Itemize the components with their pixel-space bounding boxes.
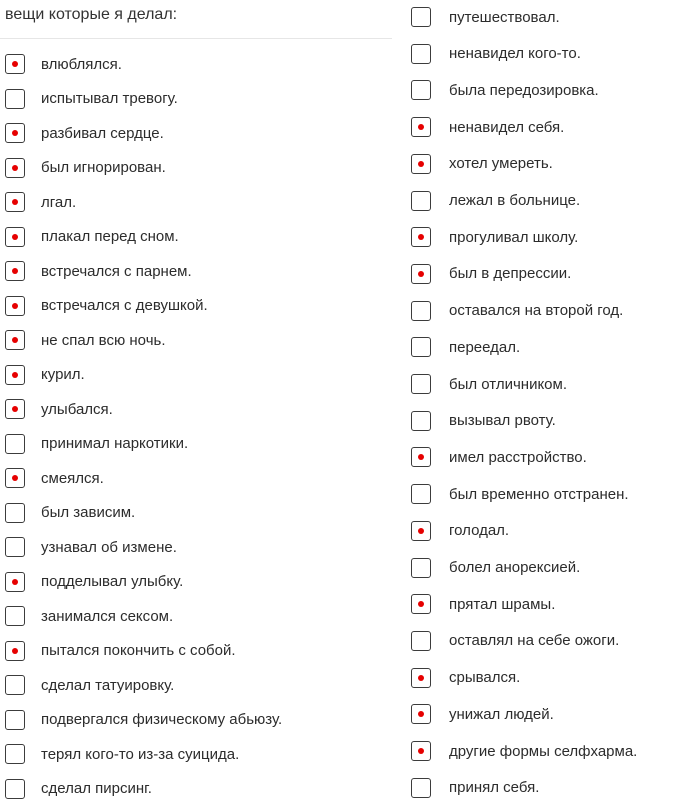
checklist-item[interactable]	[404, 479, 629, 509]
checklist-item[interactable]	[0, 291, 208, 321]
checklist-item-label: прятал шрамы.	[449, 595, 556, 613]
checklist-item[interactable]	[0, 84, 178, 114]
checklist-item-label: переедал.	[449, 338, 521, 356]
checked-checkbox[interactable]	[411, 521, 431, 541]
checked-checkbox[interactable]	[411, 594, 431, 614]
checklist-item[interactable]	[404, 663, 520, 693]
checklist-item[interactable]	[404, 369, 567, 399]
unchecked-checkbox[interactable]	[411, 7, 431, 27]
unchecked-checkbox[interactable]	[411, 631, 431, 651]
checklist-item-label: терял кого-то из-за суицида.	[41, 745, 240, 763]
checklist-item[interactable]	[0, 601, 173, 631]
checklist-item-label: лежал в больнице.	[449, 192, 581, 209]
unchecked-checkbox[interactable]	[411, 558, 431, 578]
checklist-item[interactable]	[0, 187, 76, 217]
checklist-item[interactable]	[404, 39, 581, 69]
unchecked-checkbox[interactable]	[411, 191, 431, 211]
checklist-item-label: улыбался.	[41, 400, 113, 418]
checked-checkbox[interactable]	[411, 117, 431, 137]
title-divider	[0, 38, 392, 39]
checked-checkbox[interactable]	[5, 296, 25, 316]
unchecked-checkbox[interactable]	[5, 434, 25, 454]
checklist-item-label: подвергался физическому абьюзу.	[41, 711, 283, 728]
unchecked-checkbox[interactable]	[5, 744, 25, 764]
checklist-item[interactable]	[404, 332, 520, 362]
checklist-item-label: занимался сексом.	[41, 607, 174, 625]
checklist-item[interactable]	[0, 360, 85, 390]
checklist-item-label: встречался с девушкой.	[41, 297, 208, 314]
checklist-item-label: узнавал об измене.	[41, 538, 177, 556]
checklist-item[interactable]	[404, 112, 564, 142]
checklist-item-label: унижал людей.	[449, 705, 554, 723]
checklist-item-label: подделывал улыбку.	[41, 573, 184, 590]
checked-checkbox[interactable]	[411, 668, 431, 688]
checked-checkbox[interactable]	[5, 365, 25, 385]
checklist-item[interactable]	[404, 296, 623, 326]
checklist-item[interactable]	[404, 553, 580, 583]
checklist-item-label: хотел умереть.	[449, 155, 553, 173]
checklist-item-label: был отличником.	[449, 375, 568, 393]
checklist-item-label: был игнорирован.	[41, 159, 166, 176]
checked-checkbox[interactable]	[5, 123, 25, 143]
checklist-item-label: была передозировка.	[449, 81, 599, 99]
checklist-item-label: смеялся.	[41, 469, 104, 487]
checklist-item-label: пытался покончить с собой.	[41, 642, 236, 659]
checklist-item-label: другие формы селфхарма.	[449, 742, 638, 760]
checklist-item[interactable]	[404, 75, 599, 105]
unchecked-checkbox[interactable]	[411, 44, 431, 64]
checklist-item[interactable]	[0, 256, 192, 286]
checked-checkbox[interactable]	[411, 154, 431, 174]
unchecked-checkbox[interactable]	[5, 89, 25, 109]
checklist-item-label: лгал.	[41, 193, 77, 211]
checked-checkbox[interactable]	[5, 261, 25, 281]
checklist-item-label: был зависим.	[41, 504, 136, 521]
unchecked-checkbox[interactable]	[411, 411, 431, 431]
checklist-item-label: разбивал сердце.	[41, 124, 164, 142]
unchecked-checkbox[interactable]	[411, 337, 431, 357]
checklist-item-label: принял себя.	[449, 779, 540, 797]
unchecked-checkbox[interactable]	[411, 484, 431, 504]
unchecked-checkbox[interactable]	[5, 606, 25, 626]
checklist-item[interactable]	[0, 429, 188, 459]
checked-checkbox[interactable]	[5, 641, 25, 661]
checklist-item-label: ненавидел себя.	[449, 118, 565, 136]
unchecked-checkbox[interactable]	[411, 374, 431, 394]
checklist-item[interactable]	[0, 118, 164, 148]
checklist-item-label: болел анорексией.	[449, 559, 581, 576]
checklist-item[interactable]	[0, 463, 104, 493]
checklist-item[interactable]	[0, 394, 113, 424]
unchecked-checkbox[interactable]	[411, 778, 431, 798]
checklist-item-label: имел расстройство.	[449, 448, 587, 466]
checklist-item[interactable]	[404, 516, 509, 546]
checklist-item-label: путешествовал.	[449, 8, 560, 26]
checklist-item-label: встречался с парнем.	[41, 262, 192, 280]
checklist-item[interactable]	[404, 149, 553, 179]
unchecked-checkbox[interactable]	[5, 675, 25, 695]
checklist-item-label: был в депрессии.	[449, 265, 572, 283]
unchecked-checkbox[interactable]	[5, 710, 25, 730]
checklist-item[interactable]	[0, 774, 152, 804]
checklist-item[interactable]	[404, 2, 560, 32]
checklist-item-label: сделал пирсинг.	[41, 780, 152, 797]
checked-checkbox[interactable]	[5, 399, 25, 419]
checklist-item[interactable]	[0, 222, 179, 252]
checklist-item[interactable]	[404, 222, 578, 252]
checklist-item-label: голодал.	[449, 522, 510, 540]
checked-checkbox[interactable]	[411, 227, 431, 247]
checked-checkbox[interactable]	[411, 264, 431, 284]
checklist-item-label: оставлял на себе ожоги.	[449, 632, 620, 650]
unchecked-checkbox[interactable]	[5, 779, 25, 799]
unchecked-checkbox[interactable]	[411, 301, 431, 321]
checked-checkbox[interactable]	[411, 704, 431, 724]
checklist-item[interactable]	[0, 532, 177, 562]
checklist-item-label: ненавидел кого-то.	[449, 45, 581, 63]
checklist-item[interactable]	[404, 442, 587, 472]
checklist-item-label: не спал всю ночь.	[41, 331, 166, 349]
checklist-item-label: вызывал рвоту.	[449, 412, 556, 430]
checklist-item[interactable]	[0, 636, 236, 666]
checklist-item[interactable]	[404, 626, 619, 656]
checked-checkbox[interactable]	[5, 227, 25, 247]
checklist-item-label: был временно отстранен.	[449, 485, 629, 503]
checklist-item-label: курил.	[41, 366, 85, 383]
checked-checkbox[interactable]	[5, 158, 25, 178]
checklist-item[interactable]	[0, 705, 282, 735]
checked-checkbox[interactable]	[5, 330, 25, 350]
checklist-item[interactable]	[404, 699, 554, 729]
checklist-item[interactable]	[0, 670, 174, 700]
checklist-item-label: испытывал тревогу.	[41, 90, 178, 107]
checklist-item[interactable]	[404, 186, 580, 216]
checklist-item-label: прогуливал школу.	[449, 228, 579, 246]
checklist-item-label: срывался.	[449, 669, 521, 687]
checklist-item-label: принимал наркотики.	[41, 435, 189, 452]
checklist-item[interactable]	[0, 498, 135, 528]
checklist-item[interactable]	[0, 325, 166, 355]
list-title: вещи которые я делал:	[5, 6, 178, 23]
checklist-item-label: оставался на второй год.	[449, 302, 624, 320]
checklist-item[interactable]	[404, 736, 637, 766]
checklist-item-label: плакал перед сном.	[41, 228, 179, 245]
checklist-item[interactable]	[0, 49, 122, 79]
unchecked-checkbox[interactable]	[5, 503, 25, 523]
checklist-item-label: влюблялся.	[41, 55, 122, 73]
checked-checkbox[interactable]	[411, 447, 431, 467]
checklist-item[interactable]	[404, 406, 556, 436]
checked-checkbox[interactable]	[5, 54, 25, 74]
checked-checkbox[interactable]	[411, 741, 431, 761]
checklist-item[interactable]	[404, 589, 555, 619]
checklist-item-label: сделал татуировку.	[41, 676, 175, 694]
checked-checkbox[interactable]	[5, 192, 25, 212]
checklist-item[interactable]	[0, 153, 166, 183]
unchecked-checkbox[interactable]	[5, 537, 25, 557]
checklist-item[interactable]	[404, 773, 539, 803]
checklist-item[interactable]	[0, 567, 183, 597]
checklist-item[interactable]	[404, 259, 571, 289]
checked-checkbox[interactable]	[5, 468, 25, 488]
checked-checkbox[interactable]	[5, 572, 25, 592]
unchecked-checkbox[interactable]	[411, 80, 431, 100]
checklist-item[interactable]	[0, 739, 239, 769]
